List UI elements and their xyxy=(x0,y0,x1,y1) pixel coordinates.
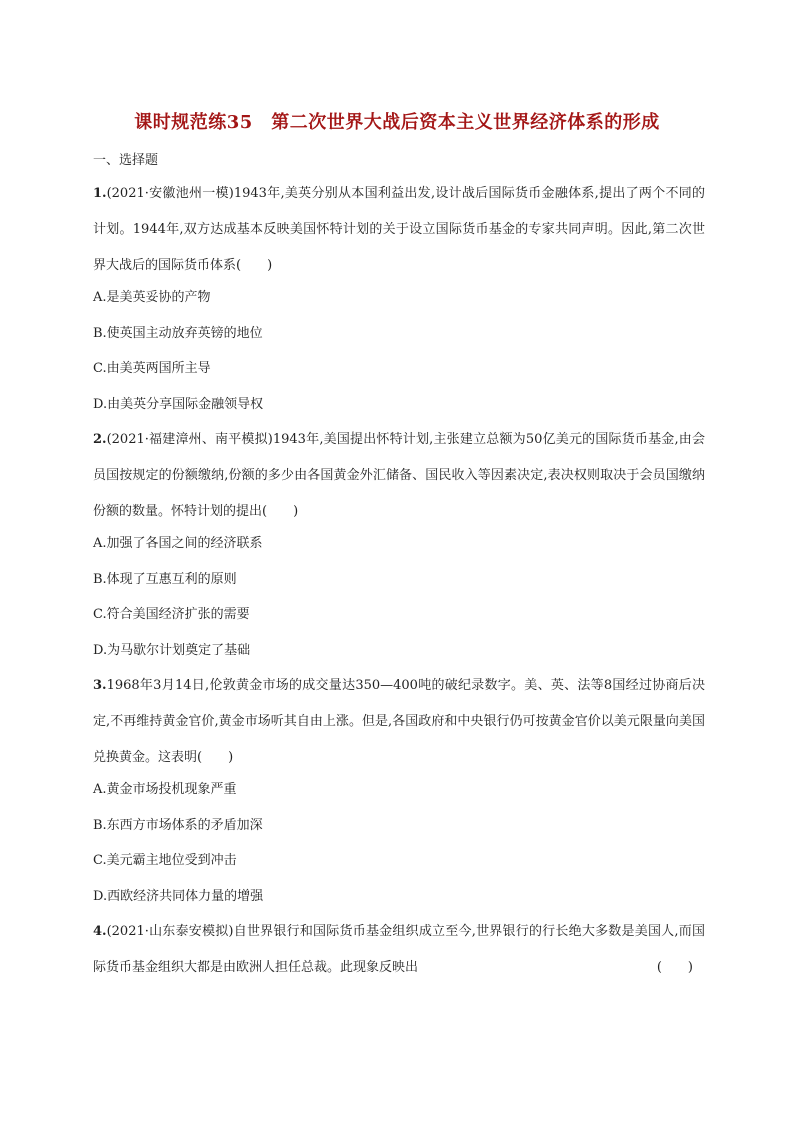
question-number: 2. xyxy=(93,432,107,447)
option-a: A.加强了各国之间的经济联系 xyxy=(93,536,263,551)
question-stem xyxy=(93,176,705,284)
option-a: A.黄金市场投机现象严重 xyxy=(93,782,237,797)
option-d: D.西欧经济共同体力量的增强 xyxy=(93,888,264,904)
option-d: D.由美英分享国际金融领导权 xyxy=(93,396,264,412)
question-number: 1. xyxy=(93,186,107,201)
question-number: 3. xyxy=(93,678,107,693)
question-text: (2021·安徽池州一模)1943年,美英分别从本国利益出发,设计战后国际货币金融体系,提出了两个不同的计划。1944年,双方达成基本反映美国怀特计划的关于设立国际货币基金的专家共同声明。因此,第二次世界大战后的国际货币体系( ) xyxy=(93,186,705,273)
question-number: 4. xyxy=(93,924,107,939)
question-4 xyxy=(93,914,705,986)
option-c: C.美元霸主地位受到冲击 xyxy=(93,853,237,868)
option-c: C.由美英两国所主导 xyxy=(93,361,211,376)
option-b: B.东西方市场体系的矛盾加深 xyxy=(93,817,263,833)
page-title: 课时规范练35 第二次世界大战后资本主义世界经济体系的形成 xyxy=(134,112,660,133)
option-c: C.符合美国经济扩张的需要 xyxy=(93,607,250,622)
section-heading: 一、选择题 xyxy=(93,153,159,168)
question-stem xyxy=(93,422,705,530)
question-3 xyxy=(93,668,705,906)
answer-paren: ( ) xyxy=(656,960,693,975)
question-2 xyxy=(93,422,705,660)
option-a: A.是美英妥协的产物 xyxy=(93,290,211,305)
option-d: D.为马歇尔计划奠定了基础 xyxy=(93,642,251,658)
question-text: (2021·山东泰安模拟)自世界银行和国际货币基金组织成立至今,世界银行的行长绝大多数是美国人,而国际货币基金组织大都是由欧洲人担任总裁。此现象反映出 xyxy=(93,924,705,975)
question-stem xyxy=(93,668,705,776)
question-text: 1968年3月14日,伦敦黄金市场的成交量达350—400吨的破纪录数字。美、英、法等8国经过协商后决定,不再维持黄金官价,黄金市场听其自由上涨。但是,各国政府和中央银行仍可按黄金官价以美元限量向美国兑换黄金。这表明( ) xyxy=(93,678,705,765)
question-text: (2021·福建漳州、南平模拟)1943年,美国提出怀特计划,主张建立总额为50亿美元的国际货币基金,由会员国按规定的份额缴纳,份额的多少由各国黄金外汇储备、国民收入等因素决定,表决权则取决于会员国缴纳份额的数量。怀特计划的提出( ) xyxy=(93,432,705,519)
content-body xyxy=(93,152,705,991)
option-b: B.使英国主动放弃英镑的地位 xyxy=(93,325,263,341)
question-stem xyxy=(93,914,705,986)
question-1 xyxy=(93,176,705,414)
option-b: B.体现了互惠互利的原则 xyxy=(93,571,237,587)
